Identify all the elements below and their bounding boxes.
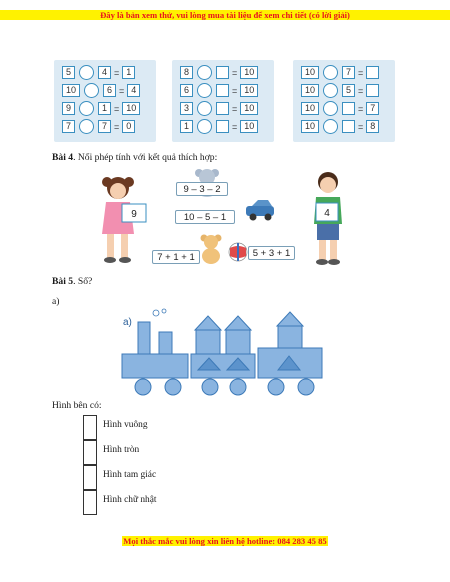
expression-card[interactable]: 7 + 1 + 1 (152, 250, 200, 264)
shape-label: Hình tròn (103, 445, 140, 455)
equation-row (62, 84, 140, 97)
chimney-rectangle (138, 322, 150, 354)
equals-sign: = (114, 103, 120, 114)
operator-blank[interactable] (323, 65, 338, 80)
girl-card-number: 9 (131, 209, 137, 220)
equation-row (180, 84, 258, 97)
equation-row (180, 102, 258, 115)
operator-blank[interactable] (79, 119, 94, 134)
equals-sign: = (358, 85, 364, 96)
number-cell: 10 (240, 120, 258, 133)
wheel-circle (202, 379, 218, 395)
car-square (278, 326, 302, 348)
number-cell[interactable] (216, 120, 229, 133)
number-cell: 1 (180, 120, 193, 133)
operator-blank[interactable] (323, 101, 338, 116)
expression-card[interactable]: 10 – 5 – 1 (175, 210, 235, 224)
number-cell: 3 (180, 102, 193, 115)
number-cell: 10 (301, 120, 319, 133)
equation-row (62, 102, 140, 115)
answer-box[interactable] (83, 415, 97, 440)
answer-box[interactable] (83, 440, 97, 465)
operator-blank[interactable] (197, 65, 212, 80)
equation-row (301, 120, 379, 133)
number-cell: 5 (62, 66, 75, 79)
number-cell[interactable] (342, 102, 355, 115)
equals-sign: = (232, 103, 238, 114)
smoke-circle (153, 310, 159, 316)
number-cell: 8 (180, 66, 193, 79)
number-cell: 10 (122, 102, 140, 115)
wheel-circle (268, 379, 284, 395)
number-cell[interactable] (342, 120, 355, 133)
number-cell[interactable] (216, 66, 229, 79)
number-cell: 10 (240, 66, 258, 79)
number-cell: 7 (98, 120, 111, 133)
roof-triangle (195, 316, 221, 330)
number-cell: 6 (103, 84, 116, 97)
equation-row (301, 102, 379, 115)
equation-row (62, 66, 135, 79)
wheel-circle (298, 379, 314, 395)
operator-blank[interactable] (197, 83, 212, 98)
train-figure (118, 308, 330, 396)
equation-row (180, 66, 258, 79)
exercise-instruction: . Số? (73, 276, 93, 287)
operator-blank[interactable] (79, 65, 94, 80)
number-cell: 10 (301, 66, 319, 79)
number-cell: 0 (122, 120, 135, 133)
operator-blank[interactable] (197, 101, 212, 116)
number-cell: 4 (127, 84, 140, 97)
equation-block (172, 60, 274, 142)
equation-row (62, 120, 135, 133)
exercise-number: Bài 5 (52, 276, 74, 287)
car-square (196, 330, 220, 354)
shape-label: Hình tam giác (103, 470, 157, 480)
number-cell: 6 (180, 84, 193, 97)
roof-triangle (277, 312, 303, 326)
number-cell: 9 (62, 102, 75, 115)
figure-label: a) (123, 317, 132, 328)
locomotive-body (122, 354, 188, 378)
number-cell: 10 (62, 84, 80, 97)
number-cell: 10 (240, 102, 258, 115)
number-cell: 1 (122, 66, 135, 79)
number-cell[interactable] (216, 102, 229, 115)
exercise-instruction: . Nối phép tính với kết quả thích hợp: (73, 152, 218, 163)
number-cell: 10 (301, 102, 319, 115)
equals-sign: = (358, 103, 364, 114)
shape-label: Hình vuông (103, 420, 148, 430)
number-cell: 5 (342, 84, 355, 97)
toy-car-icon (246, 200, 274, 221)
small-bear-icon (201, 235, 222, 265)
wheel-circle (165, 379, 181, 395)
number-cell: 4 (98, 66, 111, 79)
number-cell: 7 (62, 120, 75, 133)
equals-sign: = (114, 121, 120, 132)
equals-sign: = (232, 121, 238, 132)
number-cell: 7 (366, 102, 379, 115)
equation-row (180, 120, 258, 133)
operator-blank[interactable] (323, 119, 338, 134)
wheel-circle (135, 379, 151, 395)
roof-triangle (225, 316, 251, 330)
smoke-circle (162, 309, 166, 313)
equals-sign: = (119, 85, 125, 96)
number-cell: 10 (301, 84, 319, 97)
expression-card[interactable]: 5 + 3 + 1 (248, 246, 295, 260)
equation-block (54, 60, 156, 142)
equation-block (293, 60, 395, 142)
number-cell[interactable] (216, 84, 229, 97)
hotline-banner: Mọi thắc mắc vui lòng xin liên hệ hotline: 084 283 45 85 (123, 536, 327, 546)
operator-blank[interactable] (79, 101, 94, 116)
number-cell: 10 (240, 84, 258, 97)
answer-box[interactable] (83, 490, 97, 515)
exercise-4-heading (52, 152, 217, 163)
equals-sign: = (114, 67, 120, 78)
figure-caption: Hình bên có: (52, 400, 102, 411)
expression-card[interactable]: 9 – 3 – 2 (176, 182, 228, 196)
equation-row (301, 66, 379, 79)
equals-sign: = (232, 67, 238, 78)
number-cell[interactable] (366, 84, 379, 97)
cab-rectangle (159, 332, 172, 354)
exercise-5-heading (52, 276, 92, 287)
number-cell: 7 (342, 66, 355, 79)
boy-card-number: 4 (324, 208, 330, 219)
equals-sign: = (232, 85, 238, 96)
preview-banner: Đây là bản xem thử, vui lòng mua tài liệu để xem chi tiết (có lời giải) (0, 9, 450, 21)
number-cell: 1 (98, 102, 111, 115)
equation-row (301, 84, 379, 97)
exercise-number: Bài 4 (52, 152, 74, 163)
car-square (226, 330, 250, 354)
number-cell: 8 (366, 120, 379, 133)
answer-box[interactable] (83, 465, 97, 490)
number-cell[interactable] (366, 66, 379, 79)
part-a-label: a) (52, 296, 60, 307)
ball-icon (229, 243, 247, 261)
equals-sign: = (358, 67, 364, 78)
shape-label: Hình chữ nhật (103, 495, 157, 505)
operator-blank[interactable] (323, 83, 338, 98)
operator-blank[interactable] (197, 119, 212, 134)
operator-blank[interactable] (84, 83, 99, 98)
equals-sign: = (358, 121, 364, 132)
wheel-circle (230, 379, 246, 395)
